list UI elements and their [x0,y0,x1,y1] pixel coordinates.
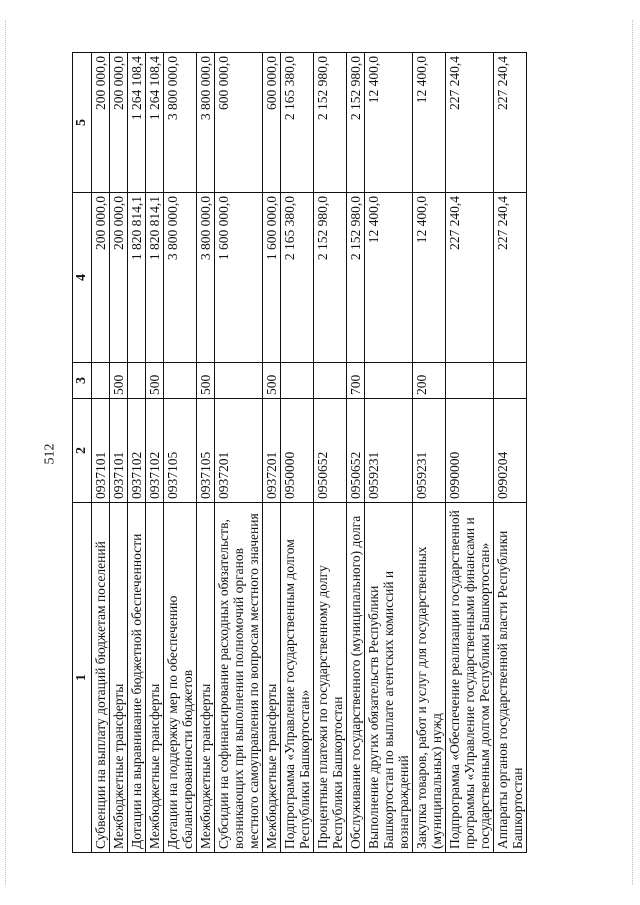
row-type [128,363,146,399]
rotated-table-container [72,53,525,853]
row-name: Межбюджетные трансферты [263,503,281,853]
row-amount-4: 12 400,0 [413,193,446,363]
row-amount-5: 1 264 108,4 [146,53,164,193]
row-amount-4: 1 600 000,0 [215,193,263,363]
row-amount-4: 227 240,4 [494,193,527,363]
table-row [110,53,128,853]
row-name: Межбюджетные трансферты [146,503,164,853]
table-row [146,53,164,853]
row-name: Процентные платежи по государственному долгу Республики Башкортостан [314,503,347,853]
row-code: 0959231 [413,399,446,503]
row-amount-5: 2 152 980,0 [314,53,347,193]
row-name: Подпрограмма «Управление государственным долгом Республики Башкортостан» [281,503,314,853]
table-row [494,53,527,853]
scan-edge-right [632,20,634,885]
row-amount-5: 227 240,4 [446,53,494,193]
row-amount-5: 2 152 980,0 [347,53,365,193]
row-type: 500 [110,363,128,399]
row-name: Субсидии на софинансирование расходных обязательств, возникающих при выполнении полномочий органов местного самоуправления по вопросам местного значения [215,503,263,853]
row-name: Межбюджетные трансферты [110,503,128,853]
row-code: 0937105 [164,399,197,503]
table-row [413,53,446,853]
row-amount-4: 2 165 380,0 [281,193,314,363]
row-code: 0950652 [347,399,365,503]
row-amount-5: 3 800 000,0 [197,53,215,193]
row-amount-5: 600 000,0 [215,53,263,193]
budget-table [72,52,527,853]
row-name: Обслуживание государственного (муниципального) долга [347,503,365,853]
row-code: 0937101 [110,399,128,503]
row-name: Дотации на выравнивание бюджетной обеспеченности [128,503,146,853]
row-type [281,363,314,399]
row-amount-4: 227 240,4 [446,193,494,363]
table-row [128,53,146,853]
row-amount-4: 1 600 000,0 [263,193,281,363]
row-code: 0990000 [446,399,494,503]
row-amount-5: 1 264 108,4 [128,53,146,193]
table-row [314,53,347,853]
row-amount-4: 1 820 814,1 [128,193,146,363]
header-row [73,53,92,853]
header-col-1: 1 [73,503,92,853]
row-type [446,363,494,399]
table-row [197,53,215,853]
table-row [281,53,314,853]
row-name: Закупка товаров, работ и услуг для государственных (муниципальных) нужд [413,503,446,853]
row-amount-4: 3 800 000,0 [197,193,215,363]
row-type: 500 [197,363,215,399]
row-code: 0937101 [92,399,110,503]
row-amount-4: 200 000,0 [92,193,110,363]
row-amount-4: 2 152 980,0 [347,193,365,363]
table-row [365,53,413,853]
row-code: 0950000 [281,399,314,503]
row-code: 0937201 [263,399,281,503]
table-row [446,53,494,853]
row-amount-4: 1 820 814,1 [146,193,164,363]
row-amount-5: 227 240,4 [494,53,527,193]
row-name: Межбюджетные трансферты [197,503,215,853]
row-code: 0950652 [314,399,347,503]
row-type [314,363,347,399]
row-amount-5: 600 000,0 [263,53,281,193]
row-type: 500 [263,363,281,399]
row-amount-5: 200 000,0 [92,53,110,193]
row-name: Подпрограмма «Обеспечение реализации государственной программы «Управление государственными финансами и государственным долгом Республики Башкортостан» [446,503,494,853]
row-amount-4: 2 152 980,0 [314,193,347,363]
row-amount-4: 3 800 000,0 [164,193,197,363]
table-row [263,53,281,853]
row-type [215,363,263,399]
row-code: 0937102 [128,399,146,503]
row-type [365,363,413,399]
header-col-5: 5 [73,53,92,193]
header-col-4: 4 [73,193,92,363]
row-name: Дотации на поддержку мер по обеспечению сбалансированности бюджетов [164,503,197,853]
row-amount-5: 3 800 000,0 [164,53,197,193]
row-amount-5: 12 400,0 [365,53,413,193]
row-type [164,363,197,399]
header-col-2: 2 [73,399,92,503]
row-code: 0937102 [146,399,164,503]
table-row [215,53,263,853]
row-type: 200 [413,363,446,399]
row-code: 0990204 [494,399,527,503]
scan-edge-left [5,20,7,885]
row-amount-5: 200 000,0 [110,53,128,193]
row-amount-5: 2 165 380,0 [281,53,314,193]
row-type [92,363,110,399]
table-row [347,53,365,853]
header-col-3: 3 [73,363,92,399]
row-type: 500 [146,363,164,399]
row-code: 0937201 [215,399,263,503]
row-code: 0937105 [197,399,215,503]
row-type: 700 [347,363,365,399]
row-amount-4: 200 000,0 [110,193,128,363]
row-name: Выполнение других обязательств Республики Башкортостан по выплате агентских комиссий и вознаграждений [365,503,413,853]
table-row [164,53,197,853]
row-amount-4: 12 400,0 [365,193,413,363]
row-code: 0959231 [365,399,413,503]
row-type [494,363,527,399]
row-name: Аппараты органов государственной власти Республики Башкортостан [494,503,527,853]
table-row [92,53,110,853]
page-number: 512 [42,443,58,465]
row-name: Субвенции на выплату дотаций бюджетам поселений [92,503,110,853]
row-amount-5: 12 400,0 [413,53,446,193]
